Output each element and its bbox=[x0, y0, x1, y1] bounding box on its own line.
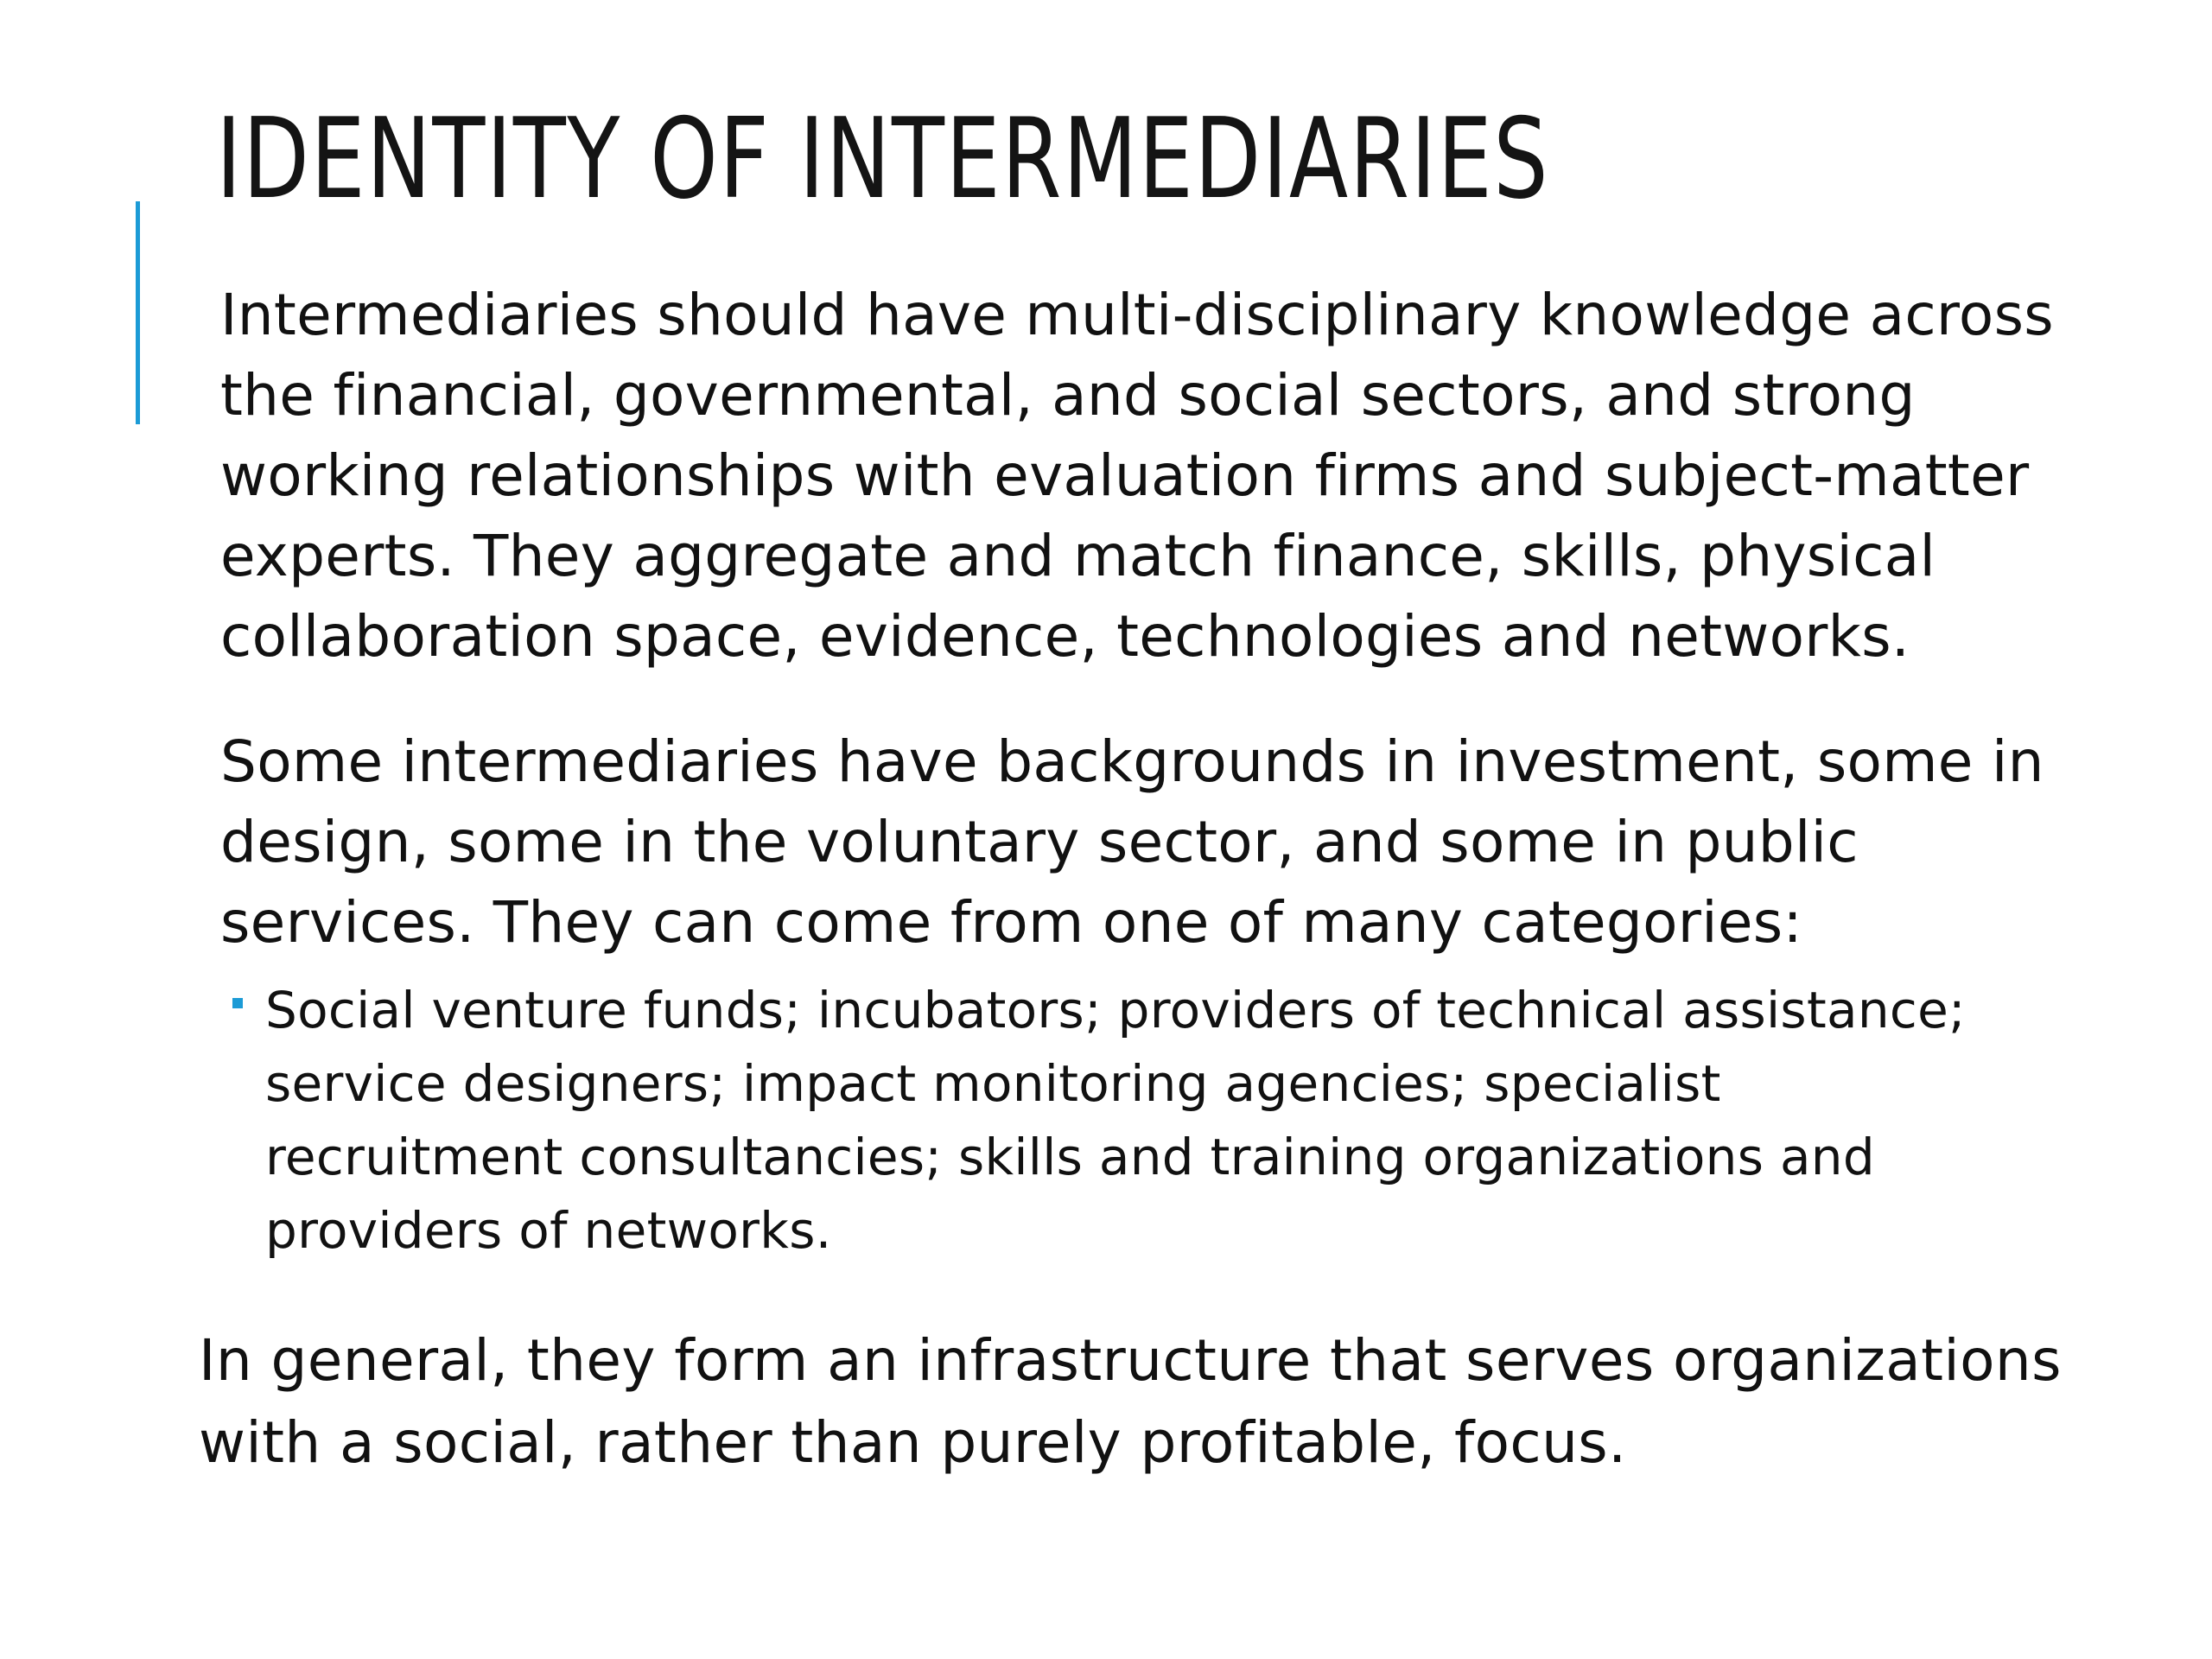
paragraph-line: with a social, rather than purely profitable, focus. bbox=[199, 1409, 1627, 1476]
paragraph-line: services. They can come from one of many categories: bbox=[220, 889, 1802, 956]
paragraph-backgrounds bbox=[220, 721, 2044, 963]
paragraph-expertise bbox=[220, 275, 2054, 677]
bullet-line: recruitment consultancies; skills and training organizations and bbox=[265, 1128, 1875, 1186]
paragraph-line: working relationships with evaluation firms and subject-matter bbox=[220, 442, 2030, 509]
paragraph-line: experts. They aggregate and match finance, skills, physical bbox=[220, 523, 1936, 589]
paragraph-line: Intermediaries should have multi-disciplinary knowledge across bbox=[220, 282, 2054, 348]
bullet-line: Social venture funds; incubators; providers of technical assistance; bbox=[265, 981, 1966, 1039]
paragraph-conclusion bbox=[199, 1319, 2062, 1484]
paragraph-line: In general, they form an infrastructure that serves organizations bbox=[199, 1327, 2062, 1394]
bullet-line: providers of networks. bbox=[265, 1201, 832, 1260]
paragraph-line: Some intermediaries have backgrounds in investment, some in bbox=[220, 728, 2044, 795]
slide-title: IDENTITY OF INTERMEDIARIES bbox=[216, 95, 1550, 224]
paragraph-line: the financial, governmental, and social sectors, and strong bbox=[220, 362, 1916, 429]
bullet-text bbox=[265, 974, 1966, 1268]
paragraph-line: design, some in the voluntary sector, and some in public bbox=[220, 809, 1859, 875]
bullet-line: service designers; impact monitoring agencies; specialist bbox=[265, 1054, 1721, 1113]
accent-bar bbox=[136, 201, 140, 424]
square-bullet-icon bbox=[232, 998, 243, 1008]
paragraph-line: collaboration space, evidence, technologies and networks. bbox=[220, 603, 1910, 670]
